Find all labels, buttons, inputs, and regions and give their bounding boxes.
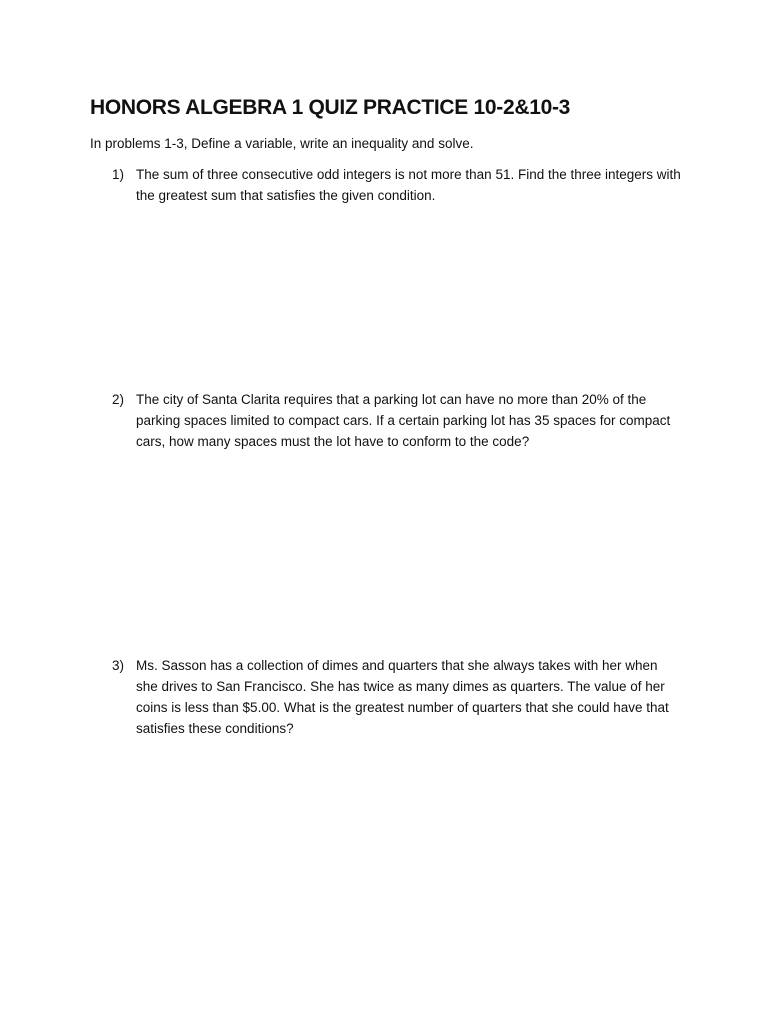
problem-3 <box>112 655 682 739</box>
page-title: HONORS ALGEBRA 1 QUIZ PRACTICE 10-2&10-3 <box>90 96 571 119</box>
problem-1 <box>112 164 682 206</box>
problem-number: 3) <box>112 658 125 673</box>
problem-number: 2) <box>112 392 125 407</box>
problem-text: The sum of three consecutive odd integers is not more than 51. Find the three integers with the greatest sum that satisfies the given condition. <box>136 167 681 203</box>
problem-text: The city of Santa Clarita requires that a parking lot can have no more than 20% of the parking spaces limited to compact cars. If a certain parking lot has 35 spaces for compact cars, how many spaces must the lot have to conform to the code? <box>136 392 671 449</box>
instructions-text: In problems 1-3, Define a variable, write an inequality and solve. <box>90 136 474 151</box>
problem-number: 1) <box>112 167 125 182</box>
problem-2 <box>112 389 682 452</box>
problem-text: Ms. Sasson has a collection of dimes and quarters that she always takes with her when she drives to San Francisco. She has twice as many dimes as quarters. The value of her coins is less than $5.00. What is the greatest number of quarters that she could have that satisfies these conditions? <box>136 658 669 736</box>
